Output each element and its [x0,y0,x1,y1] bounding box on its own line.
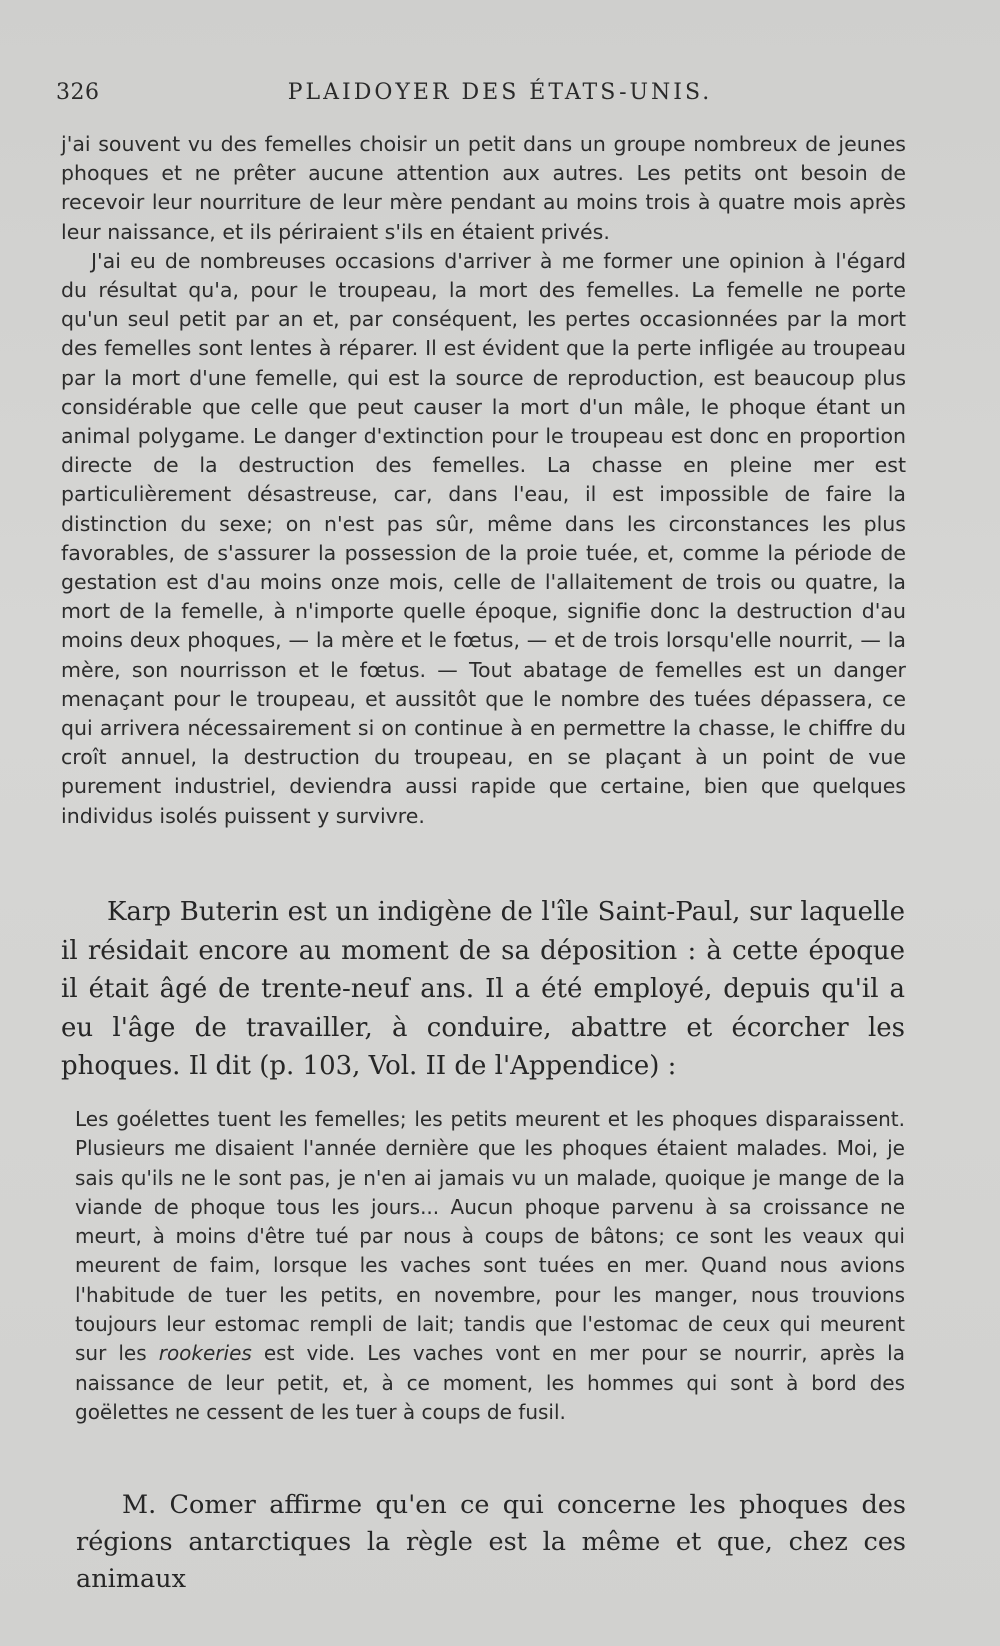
running-title: PLAIDOYER DES ÉTATS-UNIS. [287,80,713,105]
body-paragraph-text: Karp Buterin est un indigène de l'île Saint-Paul, sur laquelle il résidait encore au moment de sa déposition : à cette époque il était âgé de trente-neuf ans. Il a été employé, depuis qu'il a eu l'âge de travailler, à conduire, abattre et écorcher les phoques. Il dit (p. 103, Vol. II de l'Appendice) : [61,897,905,1081]
body-paragraph [76,1487,906,1598]
page-number: 326 [56,80,100,105]
quote-text: est vide. Les vaches vont en mer pour se nourrir, après la naissance de leur petit, et, à ce moment, les hommes qui sont à bord des goëlettes ne cessent de les tuer à coups de fusil. [75,1341,905,1424]
body-paragraph-text: M. Comer affirme qu'en ce qui concerne les phoques des régions antarctiques la règle est la même et que, chez ces animaux [76,1490,906,1594]
italic-term: rookeries [158,1341,252,1366]
quote-text: Les goélettes tuent les femelles; les petits meurent et les phoques disparaissent. Plusieurs me disaient l'année dernière que les phoques étaient malades. Moi, je sais qu'ils ne le sont pas, je n'en ai jamais vu un malade, quoique je mange de la viande de phoque tous les jours... Aucun phoque parvenu à sa croissance ne meurt, à moins d'être tué par nous à coups de bâtons; ce sont les veaux qui meurent de faim, lorsque les vaches sont tuées en mer. Quand nous avions l'habitude de tuer les petits, en novembre, pour les manger, nous trouvions toujours leur estomac rempli de lait; tandis que l'estomac de ceux qui meurent sur les [75,1107,905,1366]
body-paragraph [61,893,905,1086]
quote-paragraph [75,1105,905,1427]
testimony-quote-2 [75,1105,905,1427]
quote-paragraph: j'ai souvent vu des femelles choisir un petit dans un groupe nombreux de jeunes phoques et ne prêter aucune attention aux autres. Les petits ont besoin de recevoir leur nourriture de leur mère pendant au moins trois à quatre mois après leur naissance, et ils périraient s'ils en étaient privés. [61,132,906,244]
quote-paragraph: J'ai eu de nombreuses occasions d'arriver à me former une opinion à l'égard du résultat qu'a, pour le troupeau, la mort des femelles. La femelle ne porte qu'un seul petit par an et, par conséquent, les pertes occasionnées par la mort des femelles sont lentes à réparer. Il est évident que la perte infligée au troupeau par la mort d'une femelle, qui est la source de reproduction, est beaucoup plus considérable que celle que peut causer la mort d'un mâle, le phoque étant un animal polygame. Le danger d'extinction pour le troupeau est donc en proportion directe de la destruction des femelles. La chasse en pleine mer est particulièrement désastreuse, car, dans l'eau, il est impossible de faire la distinction du sexe; on n'est pas sûr, même dans les circonstances les plus favorables, de s'assurer la possession de la proie tuée, et, comme la période de gestation est d'au moins onze mois, celle de l'allaitement de trois ou quatre, la mort de la femelle, à n'importe quelle époque, signifie donc la destruction d'au moins deux phoques, — la mère et le fœtus, — et de trois lorsqu'elle nourrit, — la mère, son nourrisson et le fœtus. — Tout abatage de femelles est un danger menaçant pour le troupeau, et aussitôt que le nombre des tuées dépassera, ce qui arrivera nécessairement si on continue à en permettre la chasse, le chiffre du croît annuel, la destruction du troupeau, en se plaçant à un point de vue purement industriel, deviendra aussi rapide que certaine, bien que quelques individus isolés puissent y survivre. [61,248,906,828]
page-header [56,80,944,110]
testimony-quote-1 [61,130,906,831]
